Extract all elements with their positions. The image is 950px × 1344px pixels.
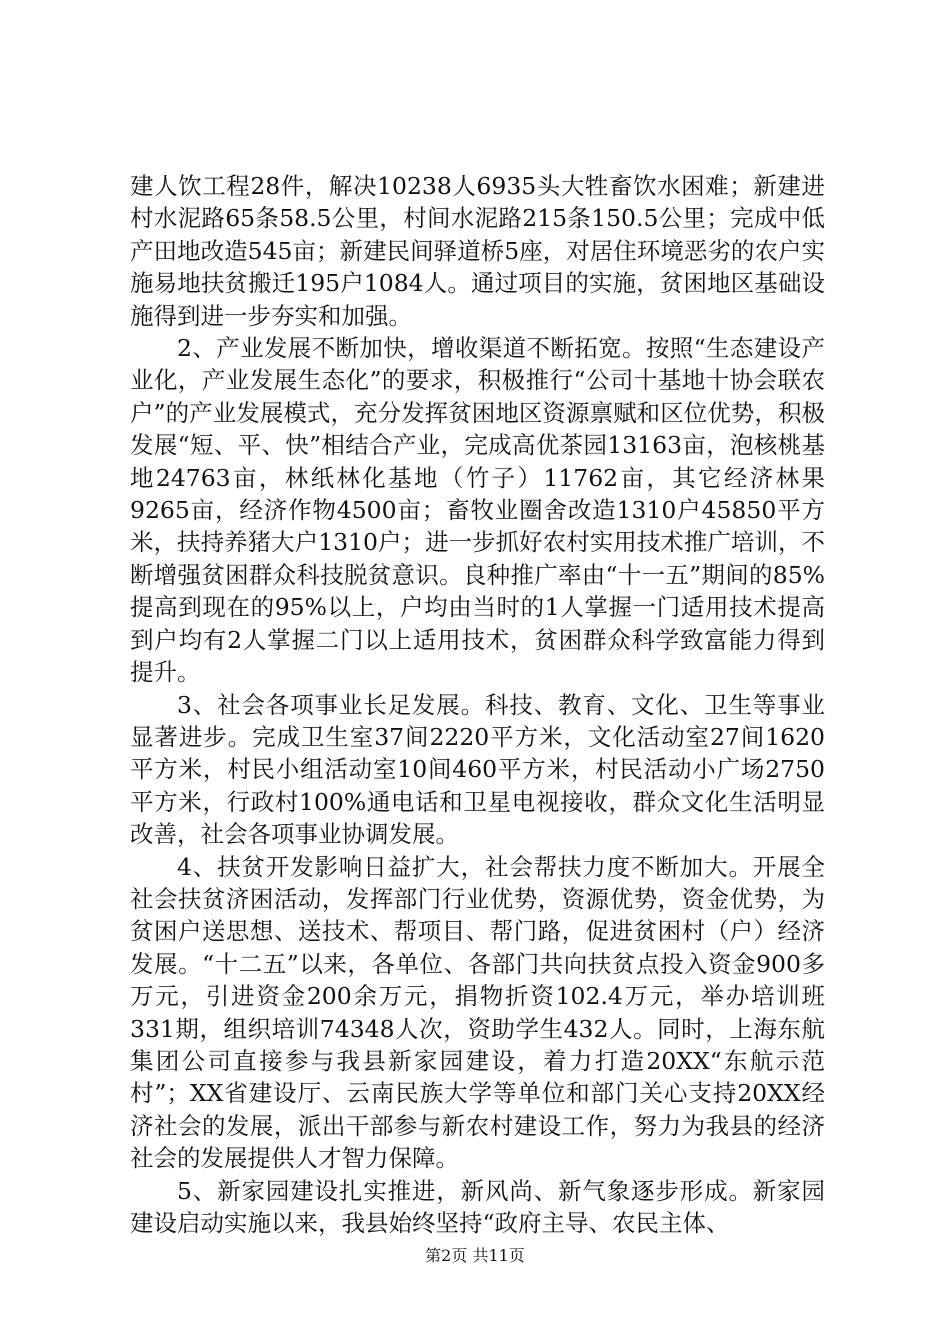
body-text xyxy=(130,170,825,1239)
page-footer: 第2页 共11页 xyxy=(425,1246,525,1265)
paragraph-new-homeland: 5、新家园建设扎实推进，新风尚、新气象逐步形成。新家园建设启动实施以来，我县始终坚持“政府主导、农民主体、 xyxy=(130,1176,825,1237)
paragraph-industry-development: 2、产业发展不断加快，增收渠道不断拓宽。按照“生态建设产业化，产业发展生态化”的要求，积极推行“公司十基地十协会联农户”的产业发展模式，充分发挥贫困地区资源禀赋和区位优势，积极发展“短、平、快”相结合产业，完成高优茶园13163亩，泡核桃基地24763亩，林纸林化基地（竹子）11762亩，其它经济林果9265亩，经济作物4500亩；畜牧业圈舍改造1310户45850平方米，扶持养猪大户1310户；进一步抓好农村实用技术推广培训，不断增强贫困群众科技脱贫意识。良种推广率由“十一五”期间的85%提高到现在的95%以上，户均由当时的1人掌握一门适用技术提高到户均有2人掌握二门以上适用技术，贫困群众科学致富能力得到提升。 xyxy=(130,334,825,687)
paragraph-poverty-assistance: 4、扶贫开发影响日益扩大，社会帮扶力度不断加大。开展全社会扶贫济困活动，发挥部门行业优势，资源优势，资金优势，为贫困户送思想、送技术、帮项目、帮门路，促进贫困村（户）经济发展。“十二五”以来，各单位、各部门共向扶贫点投入资金900多万元，引进资金200余万元，捐物折资102.4万元，举办培训班331期，组织培训74348人次，资助学生432人。同时，上海东航集团公司直接参与我县新家园建设，着力打造20XX“东航示范村”；XX省建设厅、云南民族大学等单位和部门关心支持20XX经济社会的发展，派出干部参与新农村建设工作，努力为我县的经济社会的发展提供人才智力保障。 xyxy=(130,852,825,1173)
paragraph-social-undertakings: 3、社会各项事业长足发展。科技、教育、文化、卫生等事业显著进步。完成卫生室37间2220平方米，文化活动室27间1620平方米，村民小组活动室10间460平方米，村民活动小广场2750平方米，行政村100%通电话和卫星电视接收，群众文化生活明显改善，社会各项事业协调发展。 xyxy=(130,690,825,849)
paragraph-continuation: 建人饮工程28件，解决10238人6935头大牲畜饮水困难；新建进村水泥路65条58.5公里，村间水泥路215条150.5公里；完成中低产田地改造545亩；新建民间驿道桥5座，对居住环境恶劣的农户实施易地扶贫搬迁195户1084人。通过项目的实施，贫困地区基础设施得到进一步夯实和加强。 xyxy=(130,172,825,330)
